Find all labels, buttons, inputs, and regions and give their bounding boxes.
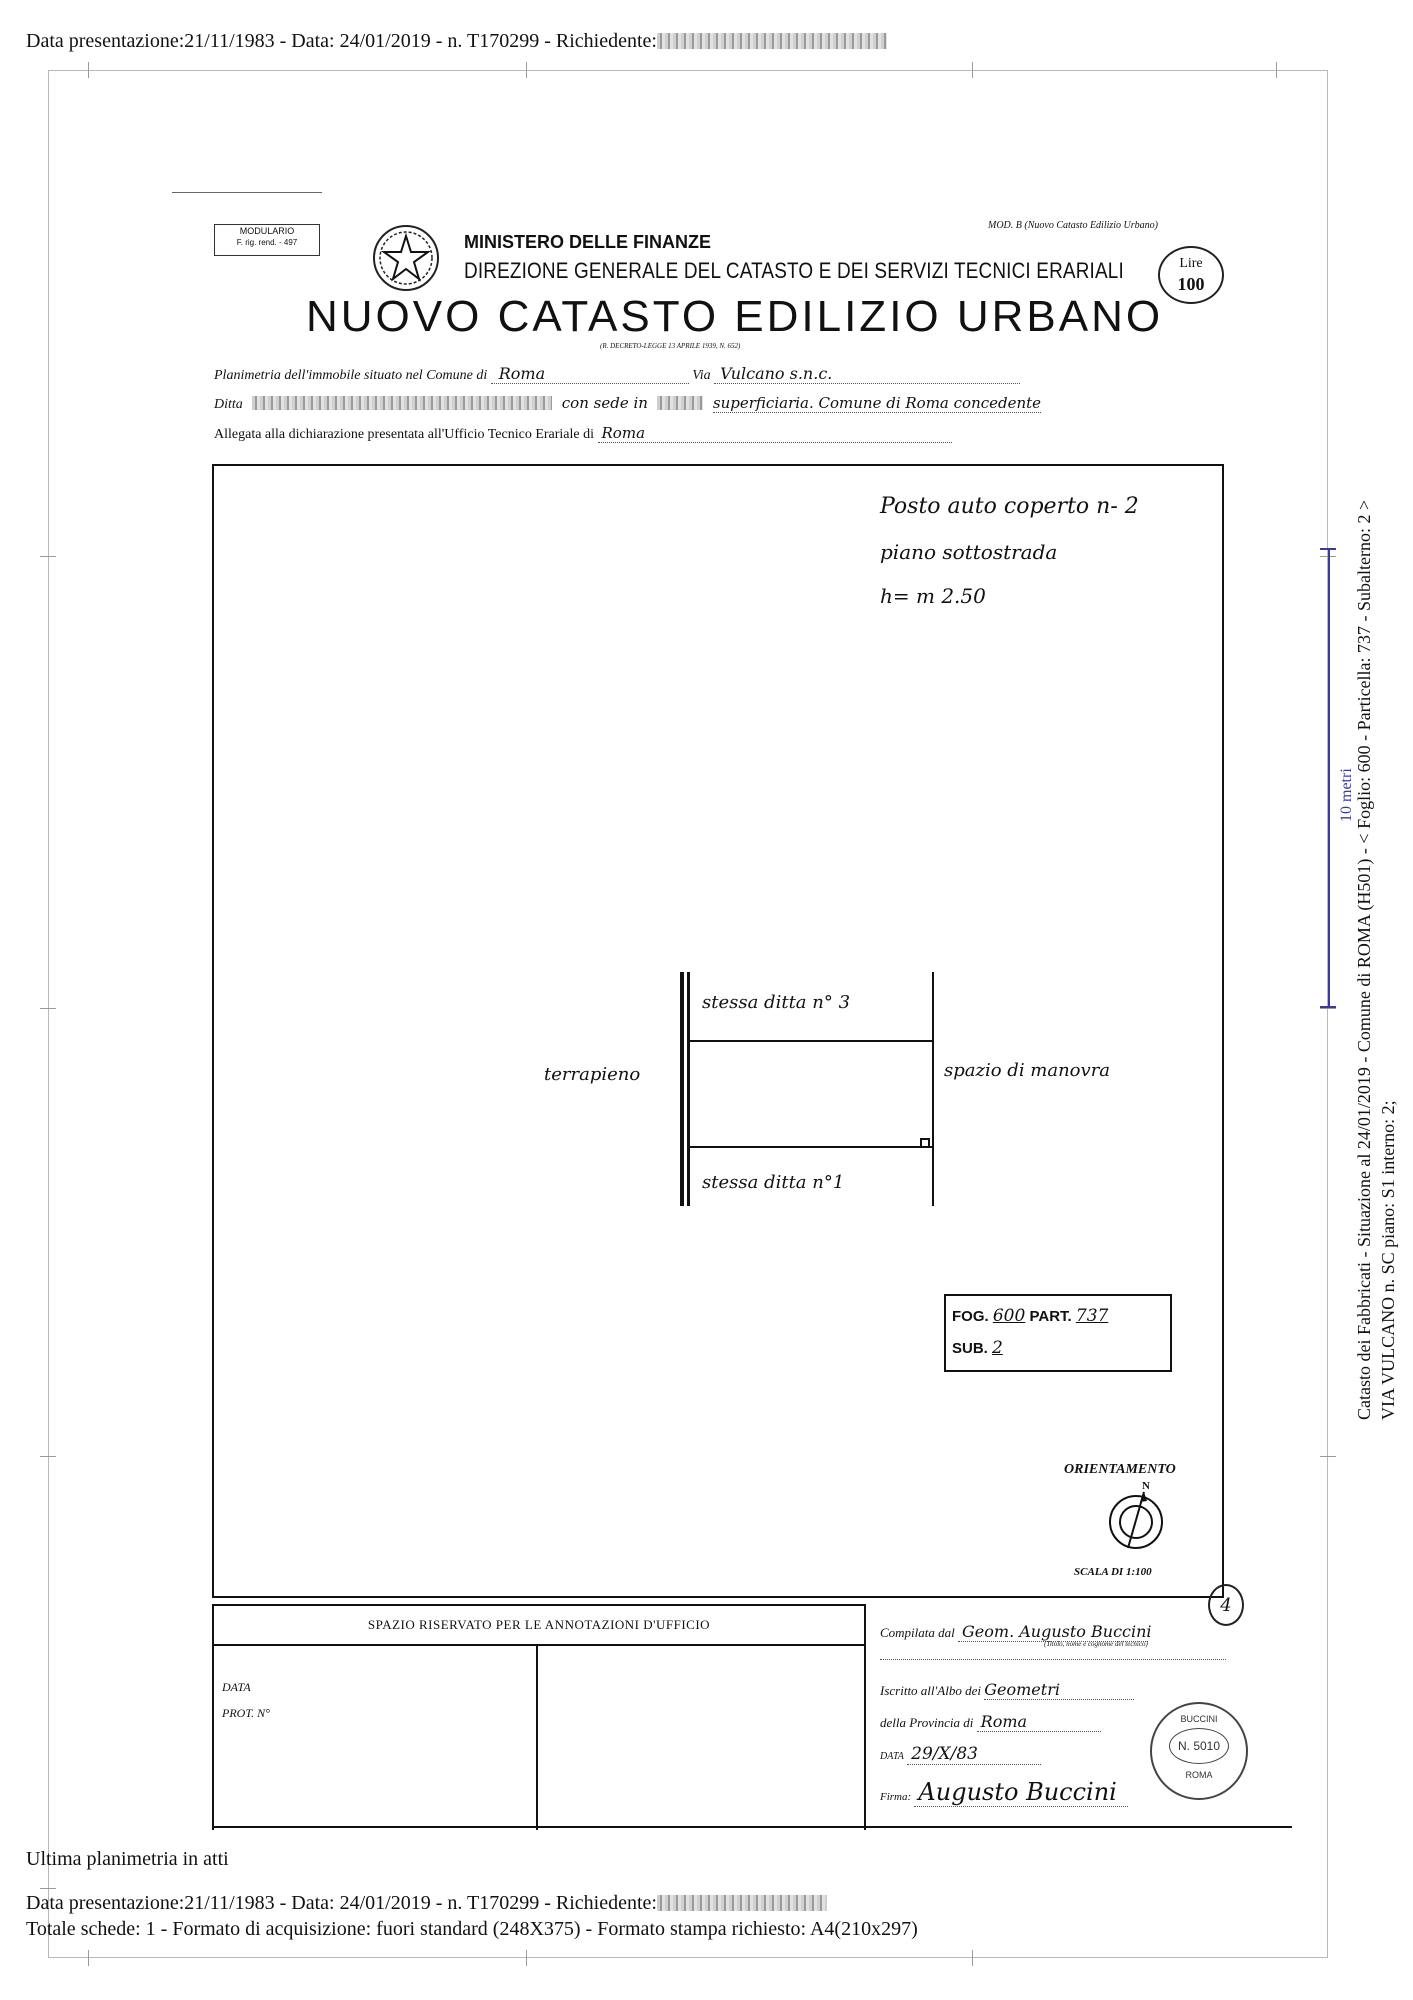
crop-tick	[972, 62, 973, 78]
compilata-section	[866, 1604, 1236, 1605]
provincia-value: Roma	[977, 1712, 1101, 1732]
ditta-label: Ditta	[214, 397, 243, 412]
compilata-value: Geom. Augusto Buccini	[958, 1622, 1148, 1642]
scale-bar-cap-bottom	[1320, 1006, 1336, 1008]
spazio-riservato-header	[212, 1604, 866, 1646]
crop-tick	[40, 1888, 56, 1889]
via-label: Via	[692, 368, 711, 383]
sub-value: 2	[992, 1338, 1003, 1358]
crop-tick	[1320, 1008, 1336, 1009]
seal-number: N. 5010	[1169, 1728, 1229, 1764]
fog-value: 600	[992, 1306, 1026, 1326]
footer-line2: Totale schede: 1 - Formato di acquisizione: fuori standard (248X375) - Formato stampa richiesto: A4(210x297)	[26, 1918, 918, 1940]
seal-city: ROMA	[1185, 1770, 1213, 1780]
crop-tick	[526, 62, 527, 78]
iscritto-label: Iscritto all'Albo dei	[880, 1683, 981, 1698]
crop-tick	[526, 1950, 527, 1966]
side-caption	[1352, 500, 1400, 1420]
footer-ultima-text: Ultima planimetria in atti	[26, 1848, 229, 1870]
provincia-line	[880, 1712, 1101, 1732]
footer-line1-text: Data presentazione:21/11/1983 - Data: 24/01/2019 - n. T170299 - Richiedente:	[26, 1892, 657, 1914]
crop-tick	[40, 1456, 56, 1457]
wall-thick-outer	[680, 972, 684, 1206]
plan-frame	[212, 464, 1224, 1598]
dotted-line	[880, 1658, 1226, 1660]
circled-number	[1208, 1584, 1244, 1626]
plan-note-line2: piano sottostrada	[880, 540, 1058, 564]
allegata-label: Allegata alla dichiarazione presentata all'Ufficio Tecnico Erariale di	[214, 427, 595, 442]
data2-value: 29/X/83	[907, 1744, 1041, 1765]
ditta-value: con sede in	[561, 394, 648, 412]
direzione-name: DIREZIONE GENERALE DEL CATASTO E DEI SERVIZI TECNICI ERARIALI	[464, 258, 1124, 283]
wall-right	[932, 972, 934, 1206]
iscritto-line	[880, 1680, 1134, 1700]
redacted-applicant	[657, 33, 887, 49]
allegata-line	[214, 424, 952, 443]
professional-seal	[1150, 1702, 1248, 1800]
footer-ultima	[26, 1848, 229, 1871]
label-stessa-ditta-3: stessa ditta n° 3	[702, 992, 851, 1013]
parking-divider-top	[690, 1040, 932, 1042]
crop-tick	[40, 556, 56, 557]
data2-line	[880, 1744, 1041, 1765]
prot-label: PROT. N°	[222, 1706, 270, 1720]
redacted-applicant-footer	[657, 1895, 827, 1911]
part-value: 737	[1075, 1306, 1109, 1326]
scala-label: SCALA DI 1:100	[1074, 1566, 1152, 1578]
scale-label: 10 metri	[1338, 768, 1355, 822]
data2-label: DATA	[880, 1751, 904, 1762]
stamp-lire: Lire	[1179, 256, 1203, 271]
side-caption-line1: Catasto dei Fabbricati - Situazione al 24/01/2019 - Comune di ROMA (H501) - < Foglio: 600 - Particella: 737 - Subalterno: 2 >	[1354, 499, 1374, 1420]
comune-value: Roma	[491, 364, 689, 384]
compilata-label: Compilata dal	[880, 1625, 955, 1640]
compilata-line	[880, 1622, 1152, 1642]
via-value: Vulcano s.n.c.	[714, 364, 1020, 384]
compilata-hint: (Titolo, nome e cognome del tecnico)	[1044, 1640, 1148, 1648]
annotation-area	[212, 1644, 866, 1830]
firma-label: Firma:	[880, 1791, 912, 1803]
modulario-label: MODULARIO	[239, 226, 295, 236]
modulario-box	[214, 224, 320, 256]
ministry-name: MINISTERO DELLE FINANZE	[464, 232, 711, 252]
crop-tick	[40, 1008, 56, 1009]
crop-tick	[1320, 1456, 1336, 1457]
label-stessa-ditta-1: stessa ditta n°1	[702, 1172, 845, 1193]
fog-label: FOG.	[952, 1308, 989, 1325]
label-spazio-manovra: spazio di manovra	[944, 1060, 1111, 1081]
circled-number-text: 4	[1220, 1595, 1232, 1616]
ditta-value2: superficiaria. Comune di Roma concedente	[712, 394, 1042, 412]
header-line-text: Data presentazione:21/11/1983 - Data: 24/01/2019 - n. T170299 - Richiedente:	[26, 30, 657, 52]
pillar-marker	[920, 1138, 930, 1148]
compass-icon	[1104, 1488, 1168, 1552]
decree-reference: (R. DECRETO-LEGGE 13 APRILE 1939, N. 652)	[600, 342, 741, 350]
crop-tick	[88, 1950, 89, 1966]
plan-frame-bottom	[212, 1826, 1292, 1828]
redacted-owner	[252, 396, 552, 410]
scale-bar	[1328, 548, 1330, 1008]
crop-tick	[972, 1950, 973, 1966]
ufficio-value: Roma	[598, 424, 952, 443]
orientamento-label: ORIENTAMENTO	[1064, 1462, 1176, 1477]
scale-bar-cap-top	[1320, 548, 1336, 550]
north-label: N	[1142, 1480, 1150, 1492]
cadastral-reference-box	[944, 1294, 1172, 1372]
header-line	[26, 30, 887, 53]
ditta-line	[214, 394, 1041, 413]
data-label: DATA	[222, 1680, 251, 1694]
part-label: PART.	[1029, 1308, 1072, 1325]
firma-line	[880, 1778, 1128, 1807]
planimetria-label: Planimetria dell'immobile situato nel Comune di	[214, 368, 488, 383]
form-title: NUOVO CATASTO EDILIZIO URBANO	[306, 292, 1164, 341]
form-edge	[172, 192, 322, 193]
planimetria-line	[214, 364, 1020, 384]
plan-note-line3: h= m 2.50	[880, 584, 986, 608]
firma-signature: Augusto Buccini	[914, 1778, 1128, 1807]
plan-note-line1: Posto auto coperto n- 2	[880, 494, 1139, 519]
crop-tick	[88, 62, 89, 78]
crop-tick	[1276, 62, 1277, 78]
annotation-divider	[536, 1644, 538, 1830]
parking-divider-bottom	[690, 1146, 932, 1148]
footer-line1	[26, 1892, 827, 1915]
side-caption-line2: VIA VULCANO n. SC piano: S1 interno: 2;	[1378, 1100, 1398, 1420]
italian-emblem-icon	[370, 222, 442, 294]
seal-top-text: BUCCINI	[1180, 1714, 1218, 1724]
provincia-label: della Provincia di	[880, 1715, 974, 1730]
sub-label: SUB.	[952, 1340, 988, 1357]
mod-b-label: MOD. B (Nuovo Catasto Edilizio Urbano)	[988, 220, 1158, 231]
modulario-sub: F. rig. rend. - 497	[236, 238, 298, 247]
stamp-value: 100	[1177, 274, 1205, 294]
revenue-stamp	[1158, 246, 1224, 304]
wall-thick-inner	[687, 972, 690, 1206]
spazio-riservato-title: SPAZIO RISERVATO PER LE ANNOTAZIONI D'UFFICIO	[367, 1617, 711, 1632]
redacted-city	[657, 396, 703, 410]
iscritto-value: Geometri	[984, 1680, 1134, 1700]
label-terrapieno: terrapieno	[544, 1064, 641, 1085]
